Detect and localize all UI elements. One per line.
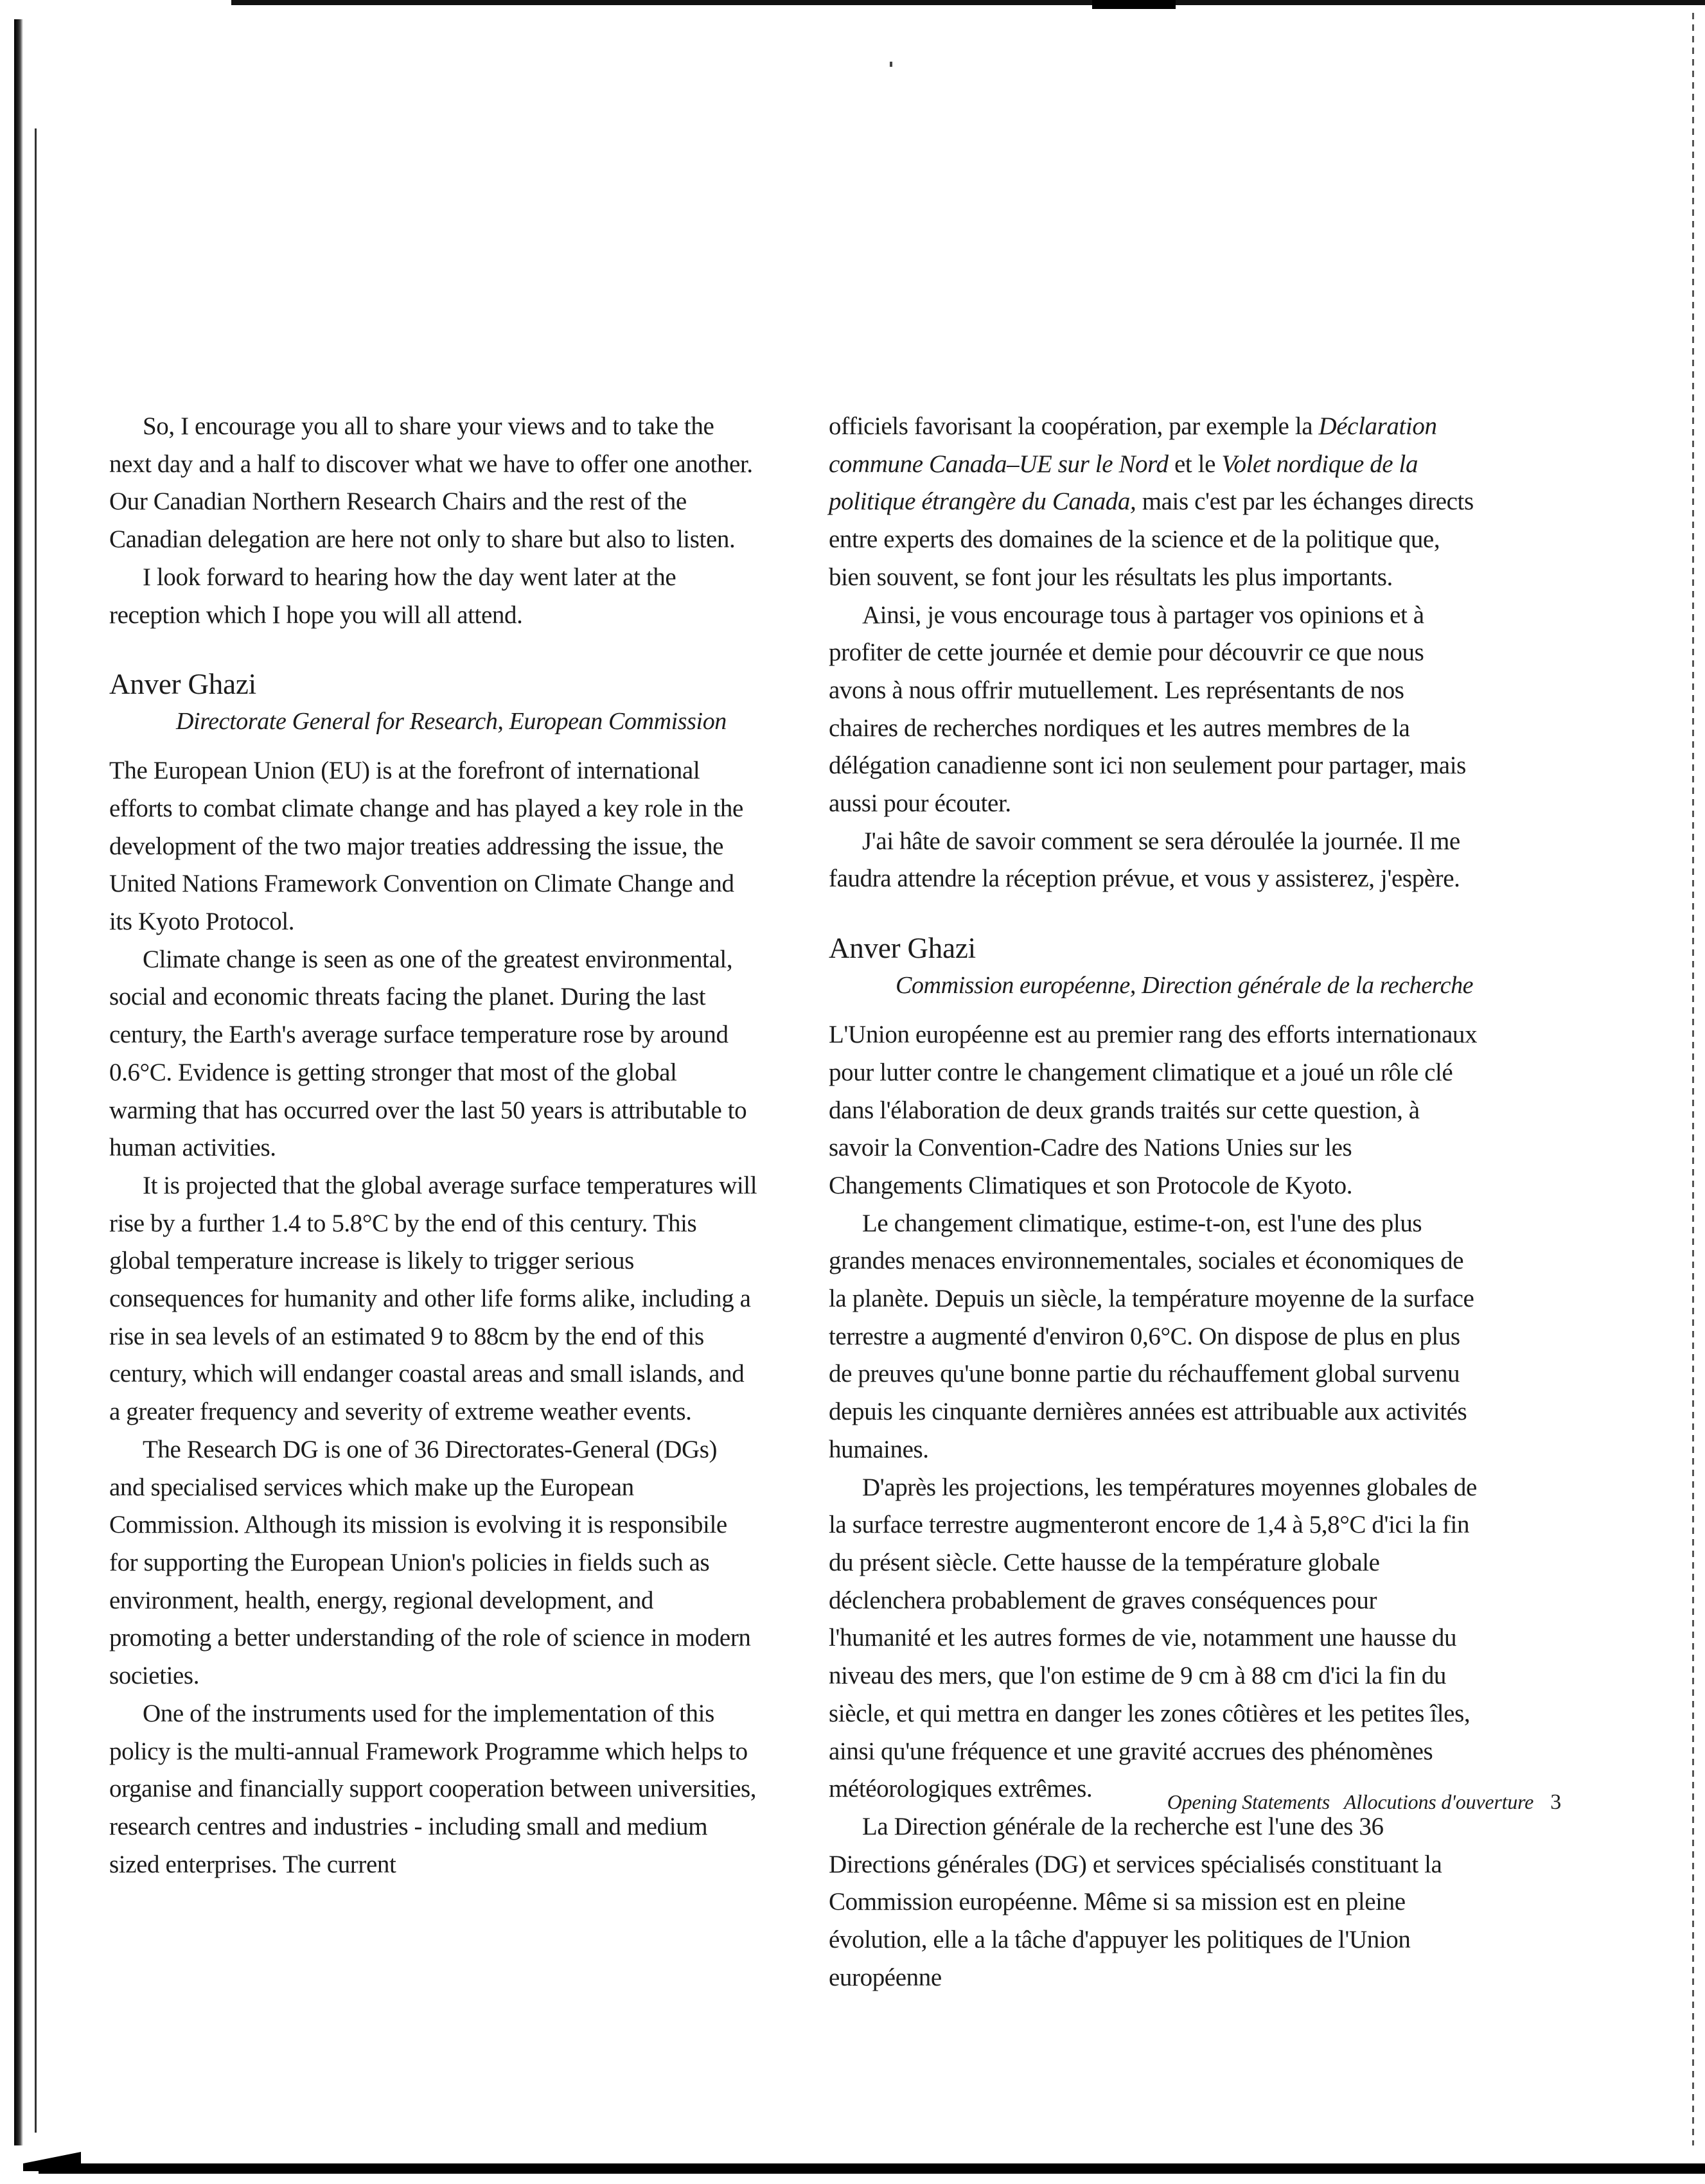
page-footer — [964, 1789, 1561, 1815]
body-paragraph: L'Union européenne est au premier rang des efforts internationaux pour lutter contre le changement climatique et a joué un rôle clé dans l'élaboration de deux grands traités sur cette question, à savoir la Convention-Cadre des Nations Unies sur les Changements Climatiques et son Protocole de Kyoto. — [829, 1021, 1478, 1199]
speaker-affiliation: Directorate General for Research, European Commission — [176, 708, 727, 735]
continuation-text: et le — [1168, 450, 1222, 478]
intro-paragraph: Ainsi, je vous encourage tous à partager vos opinions et à profiter de cette journée et demie pour découvrir ce que nous avons à nous offrir mutuellement. Les représentants de nos chaires de recherches nordiques et les autres membres de la délégation canadienne sont ici non seulement pour partager, mais aussi pour écouter. — [829, 601, 1466, 818]
scan-top-edge — [231, 0, 1705, 5]
speaker-name: Anver Ghazi — [829, 932, 976, 965]
body-paragraph: The Research DG is one of 36 Directorates-General (DGs) and specialised services which make up the European Commission. Although its mission is evolving it is responsibile for supporting the European Union's policies in fields such as environment, health, energy, regional development, and promoting a better understanding of the role of science in modern societies. — [109, 1435, 751, 1690]
body-paragraph: Climate change is seen as one of the greatest environmental, social and economic threats facing the planet. During the last century, the Earth's average surface temperature rose by around 0.6°C. Evidence is getting stronger that most of the global warming that has occurred over the last 50 years is attributable to human activities. — [109, 945, 747, 1162]
scan-right-edge — [1692, 13, 1694, 2145]
scan-bottom-corner — [23, 2152, 81, 2171]
policy-title: Volet nordique de la politique étrangère du Canada, — [829, 450, 1418, 516]
body-paragraph: One of the instruments used for the implementation of this policy is the multi-annual Framework Programme which helps to organise and financially support cooperation between universities, research centres and industries - including small and medium sized enterprises. The current — [109, 1699, 757, 1878]
speech-body — [829, 1016, 1478, 1996]
scan-speck — [890, 62, 892, 67]
speaker-affiliation: Commission européenne, Direction générale de la recherche — [896, 972, 1474, 1000]
page-number: 3 — [1550, 1790, 1561, 1814]
speaker-name: Anver Ghazi — [109, 668, 256, 701]
body-paragraph: La Direction générale de la recherche est l'une des 36 Directions générales (DG) et services spécialisés constituant la Commission européenne. Même si sa mission est en pleine évolution, elle a la tâche d'appuyer les politiques de l'Union européenne — [829, 1812, 1442, 1991]
scan-left-edge — [14, 19, 23, 2145]
body-paragraph: It is projected that the global average surface temperatures will rise by a further 1.4 to 5.8°C by the end of this century. This global temperature increase is likely to trigger serious consequences for humanity and other life forms alike, including a rise in sea levels of an estimated 9 to 88cm by the end of this century, which will endanger coastal areas and small islands, and a greater frequency and severity of extreme weather events. — [109, 1171, 757, 1426]
intro-paragraph: So, I encourage you all to share your views and to take the next day and a half to discover what we have to offer one another. Our Canadian Northern Research Chairs and the rest of the Canadian delegation are here not only to share but also to listen. — [109, 412, 753, 554]
continuation-text: officiels favorisant la coopération, par exemple la — [829, 412, 1319, 440]
body-paragraph: D'après les projections, les températures moyennes globales de la surface terrestre augmenteront encore de 1,4 à 5,8°C d'ici la fin du présent siècle. Cette hausse de la température globale déclenchera probablement de graves conséquences pour l'humanité et les autres formes de vie, notamment une hausse du niveau des mers, que l'on estime de 9 cm à 88 cm d'ici la fin du siècle, et qui mettra en danger les zones côtières et les petites îles, ainsi qu'une fréquence et une gravité accrues des phénomènes météorologiques extrêmes. — [829, 1473, 1477, 1803]
french-column — [829, 408, 1478, 1996]
continuation-paragraph — [829, 408, 1478, 597]
footer-section-en: Opening Statements — [1167, 1790, 1330, 1813]
english-column — [109, 408, 758, 1883]
continuation-text: mais c'est par les échanges directs entre experts des domaines de la science et de la politique que, bien souvent, se font jour les résultats les plus importants. — [829, 488, 1474, 591]
footer-section-fr: Allocutions d'ouverture — [1343, 1790, 1534, 1813]
scan-top-mark — [1092, 0, 1176, 9]
scan-bottom-edge — [39, 2163, 1705, 2174]
intro-paragraph: I look forward to hearing how the day went later at the reception which I hope you will all attend. — [109, 563, 676, 629]
body-paragraph: The European Union (EU) is at the forefront of international efforts to combat climate change and has played a key role in the development of the two major treaties addressing the issue, the United Nations Framework Convention on Climate Change and its Kyoto Protocol. — [109, 757, 743, 936]
declaration-title: Déclaration commune Canada–UE sur le Nord — [829, 412, 1437, 478]
intro-paragraph: J'ai hâte de savoir comment se sera déroulée la journée. Il me faudra attendre la réception prévue, et vous y assisterez, j'espère. — [829, 827, 1460, 893]
body-paragraph: Le changement climatique, estime-t-on, est l'une des plus grandes menaces environnementales, sociales et économiques de la planète. Depuis un siècle, la température moyenne de la surface terrestre a augmenté d'environ 0,6°C. On dispose de plus en plus de preuves qu'une bonne partie du réchauffement global survenu depuis les cinquante dernières années est attribuable aux activités humaines. — [829, 1209, 1474, 1463]
speech-body — [109, 752, 758, 1883]
scan-left-margin-line — [35, 128, 37, 2133]
